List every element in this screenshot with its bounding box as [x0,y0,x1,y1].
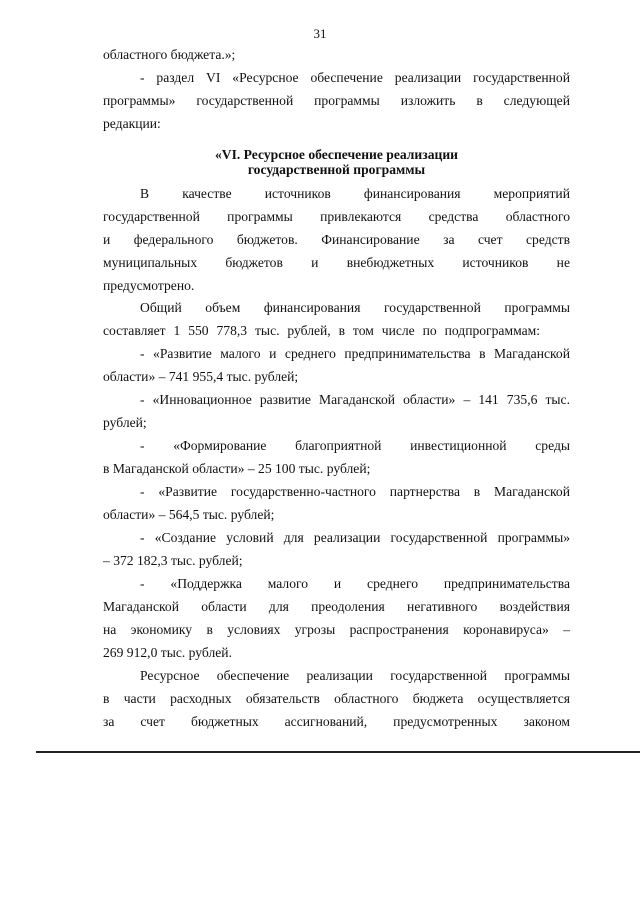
text-line: и федерального бюджетов. Финансирование за счет средств [103,232,570,247]
text-line: Общий объем финансирования государственной программы [140,300,570,315]
section-heading: «VI. Ресурсное обеспечение реализации [214,147,459,162]
text-line: за счет бюджетных ассигнований, предусмотренных законом [103,714,570,729]
list-item: - «Формирование благоприятной инвестиционной среды [140,438,570,453]
list-item: в Магаданской области» – 25 100 тыс. рублей; [103,461,371,476]
page-bottom-rule [36,751,640,753]
text-line: в части расходных обязательств областного бюджета осуществляется [103,691,570,706]
page-number: 31 [313,26,327,41]
list-item: - «Поддержка малого и среднего предпринимательства [140,576,570,591]
text-line: программы» государственной программы изложить в следующей [103,93,570,108]
list-item: 269 912,0 тыс. рублей. [103,645,232,660]
list-item: Магаданской области для преодоления негативного воздействия [103,599,570,614]
list-item: на экономику в условиях угрозы распространения коронавируса» – [103,622,570,637]
text-line: редакции: [103,116,161,131]
list-item: - «Развитие государственно-частного партнерства в Магаданской [140,484,570,499]
list-item: - «Создание условий для реализации государственной программы» [140,530,570,545]
list-item: – 372 182,3 тыс. рублей; [103,553,243,568]
list-item: - «Развитие малого и среднего предпринимательства в Магаданской [140,346,570,361]
text-line: В качестве источников финансирования мероприятий [140,186,570,201]
list-item: области» – 564,5 тыс. рублей; [103,507,275,522]
text-line: государственной программы привлекаются средства областного [103,209,570,224]
text-line: предусмотрено. [103,278,195,293]
list-item: области» – 741 955,4 тыс. рублей; [103,369,299,384]
text-line: областного бюджета.»; [103,47,236,62]
text-line: Ресурсное обеспечение реализации государственной программы [140,668,570,683]
section-heading: государственной программы [247,162,426,177]
list-item: рублей; [103,415,147,430]
text-line: муниципальных бюджетов и внебюджетных источников не [103,255,570,270]
text-line: - раздел VI «Ресурсное обеспечение реализации государственной [140,70,570,85]
text-line: составляет 1 550 778,3 тыс. рублей, в том числе по подпрограммам: [103,323,540,338]
list-item: - «Инновационное развитие Магаданской области» – 141 735,6 тыс. [140,392,570,407]
